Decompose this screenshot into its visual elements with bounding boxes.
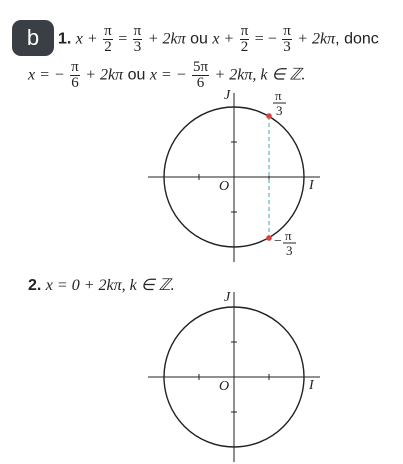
q1-line2: x = − $\frac{\pi}{6}$ + 2kπ ou x = − $\frac{5\pi}{6}$ + 2kπ, k ∈ ℤ. <box>28 59 306 91</box>
frac-pi-3: $\frac{\pi}{3}$ <box>133 23 142 55</box>
label-I-1: I <box>309 178 314 193</box>
frac-pi-6: $\frac{\pi}{6}$ <box>71 59 79 91</box>
frac-pi-3b: $\frac{\pi}{3}$ <box>283 23 291 55</box>
frac-pi-2: $\frac{\pi}{2}$ <box>104 23 112 55</box>
q2-text: x = 0 + 2kπ, k ∈ ℤ. <box>45 277 175 294</box>
label-top-num: π <box>275 88 282 103</box>
label-top-den: 3 <box>276 103 283 118</box>
q1-x-plus: x + <box>75 30 98 48</box>
label-I-2: I <box>309 378 314 393</box>
label-J-2: J <box>224 290 231 305</box>
q1-line1: 1. x + $\frac{\pi}{2}$ = $\frac{\pi}{3}$ + 2kπ ou x + $\frac{\pi}{2}$ = − $\frac{\pi}{3}$ + 2kπ, donc <box>58 23 379 55</box>
point-pi-3 <box>266 113 272 119</box>
label-O-2: O <box>219 379 230 394</box>
label-bot-den: 3 <box>286 243 293 258</box>
frac-pi-2b: $\frac{\pi}{2}$ <box>240 23 249 55</box>
label-bot-minus: − <box>274 234 282 249</box>
point-neg-pi-3 <box>266 235 272 241</box>
q2-number: 2. <box>28 277 42 294</box>
exercise-badge: b <box>12 20 54 56</box>
label-bot-num: π <box>285 228 292 243</box>
q1-number: 1. <box>58 30 72 48</box>
label-J-1: J <box>224 88 231 103</box>
label-O-1: O <box>219 179 230 194</box>
unit-circle-2 <box>148 290 320 462</box>
unit-circle-1 <box>148 88 320 262</box>
frac-5pi-6: $\frac{5\pi}{6}$ <box>192 59 209 91</box>
